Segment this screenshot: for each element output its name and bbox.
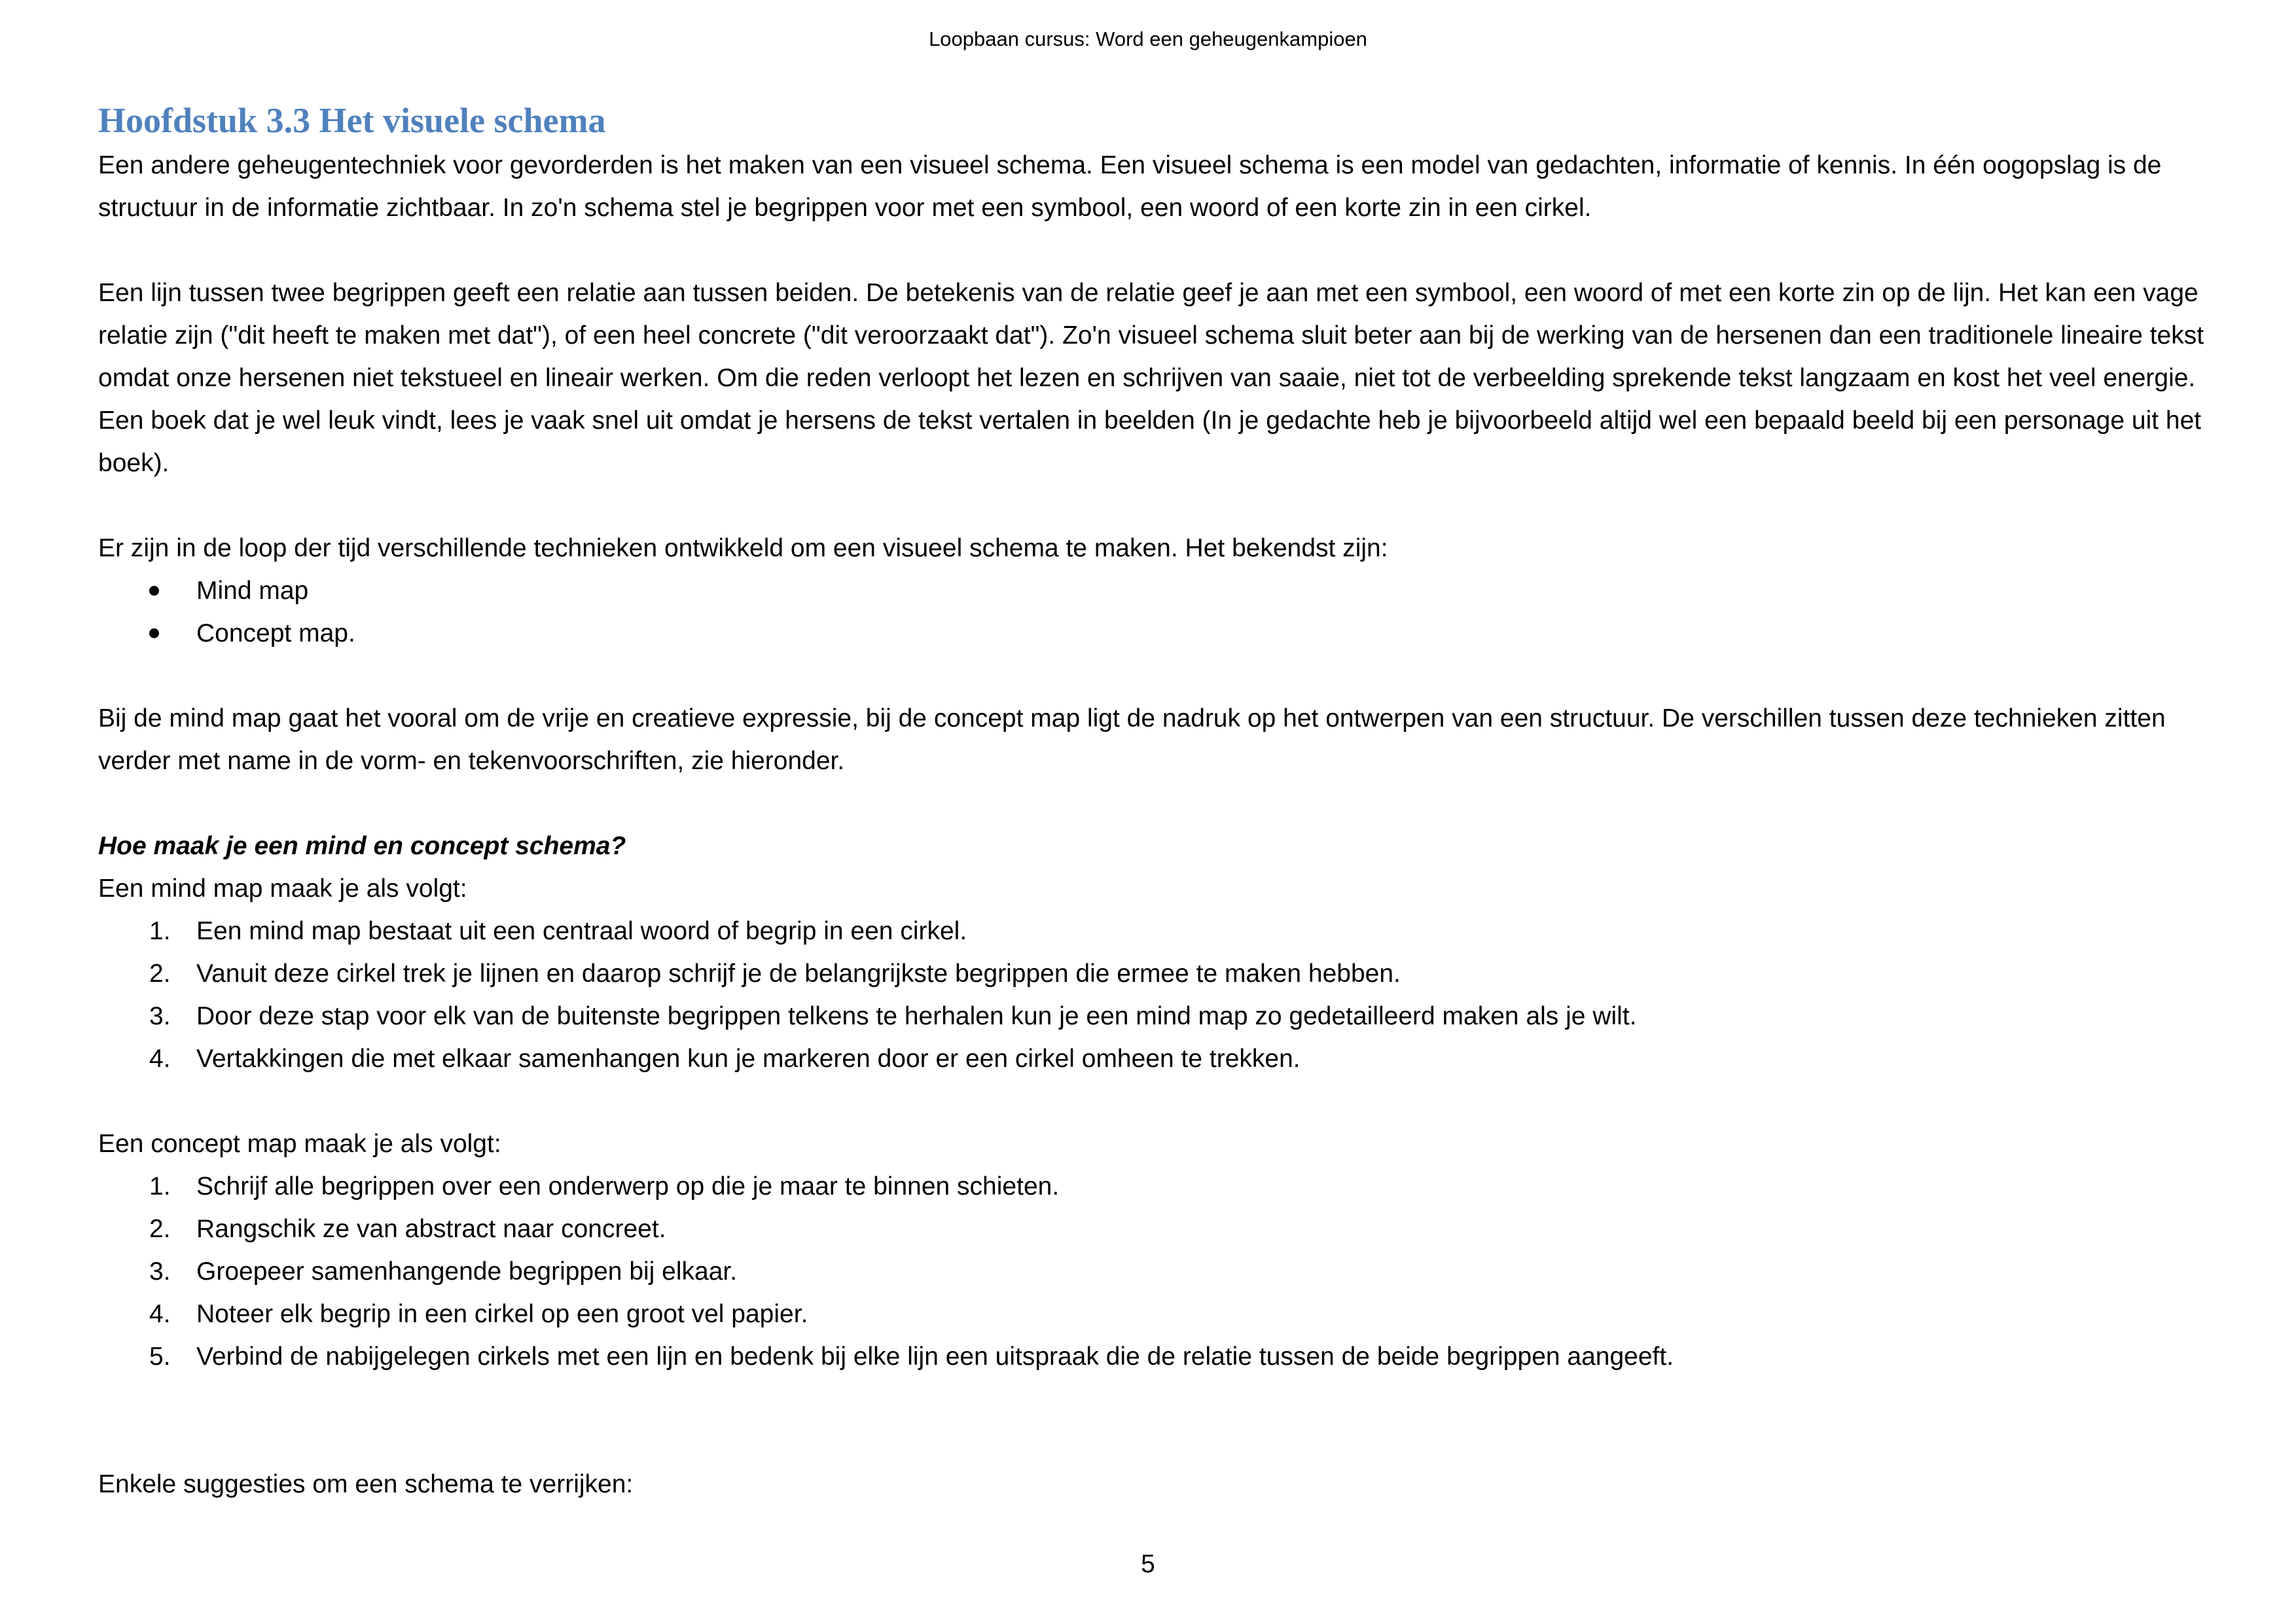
mindmap-steps-list xyxy=(98,910,2212,1080)
conceptmap-intro: Een concept map maak je als volgt: xyxy=(98,1130,501,1158)
list-item xyxy=(98,952,2212,995)
list-item xyxy=(98,569,2212,612)
list-item-text: Mind map xyxy=(196,577,309,605)
running-header: Loopbaan cursus: Word een geheugenkampioen xyxy=(929,27,1367,50)
closing-line: Enkele suggesties om een schema te verrijken: xyxy=(98,1470,634,1498)
list-number: 3. xyxy=(149,1002,171,1030)
list-item-text: Vertakkingen die met elkaar samenhangen kun je markeren door er een cirkel omheen te trekken. xyxy=(196,1045,1300,1073)
techniques-list xyxy=(98,569,2212,655)
list-number: 2. xyxy=(149,960,171,988)
list-number: 3. xyxy=(149,1257,171,1286)
spacer xyxy=(98,229,2212,272)
list-item-text: Noteer elk begrip in een cirkel op een groot vel papier. xyxy=(196,1300,808,1328)
paragraph-relations: Een lijn tussen twee begrippen geeft een relatie aan tussen beiden. De betekenis van de relatie geef je aan met een symbool, een woord of met een korte zin op de lijn. Het kan een vage relatie zijn ("dit heeft te maken met dat"), of een heel concrete ("dit veroorzaakt dat"). Zo'n visueel schema sluit beter aan bij de werking van de hersenen dan een traditionele lineaire tekst omdat onze hersenen niet tekstueel en lineair werken. Om die reden verloopt het lezen en schrijven van saaie, niet tot de verbeelding sprekende tekst langzaam en kost het veel energie. Een boek dat je wel leuk vindt, lees je vaak snel uit omdat je hersens de tekst vertalen in beelden (In je gedachte heb je bijvoorbeeld altijd wel een bepaald beeld bij een personage uit het boek). xyxy=(98,279,2204,477)
list-number: 1. xyxy=(149,1172,171,1200)
list-number: 5. xyxy=(149,1343,171,1371)
list-item xyxy=(98,1250,2212,1293)
list-item xyxy=(98,612,2212,655)
list-number: 4. xyxy=(149,1300,171,1328)
list-number: 2. xyxy=(149,1215,171,1243)
list-item-text: Een mind map bestaat uit een centraal woord of begrip in een cirkel. xyxy=(196,917,967,945)
paragraph-differences: Bij de mind map gaat het vooral om de vrije en creatieve expressie, bij de concept map ligt de nadruk op het ontwerpen van een structuur. De verschillen tussen deze technieken zitten verder met name in de vorm- en tekenvoorschriften, zie hieronder. xyxy=(98,704,2166,775)
spacer xyxy=(98,484,2212,527)
mindmap-intro: Een mind map maak je als volgt: xyxy=(98,875,467,903)
section-subheading: Hoe maak je een mind en concept schema? xyxy=(98,832,626,860)
spacer xyxy=(98,1378,2212,1463)
list-item-text: Door deze stap voor elk van de buitenste begrippen telkens te herhalen kun je een mind map zo gedetailleerd maken als je wilt. xyxy=(196,1002,1637,1030)
page-content xyxy=(98,97,2212,1506)
list-item xyxy=(98,1208,2212,1250)
list-number: 1. xyxy=(149,917,171,945)
list-item xyxy=(98,910,2212,952)
list-item-text: Groepeer samenhangende begrippen bij elkaar. xyxy=(196,1257,738,1286)
list-item xyxy=(98,995,2212,1038)
spacer xyxy=(98,782,2212,825)
page-number: 5 xyxy=(1141,1550,1155,1578)
list-item-text: Schrijf alle begrippen over een onderwerp op die je maar te binnen schieten. xyxy=(196,1172,1060,1200)
list-item xyxy=(98,1165,2212,1208)
spacer xyxy=(98,1080,2212,1123)
paragraph-intro: Een andere geheugentechniek voor gevorderden is het maken van een visueel schema. Een visueel schema is een model van gedachten, informatie of kennis. In één oogopslag is de structuur in de informatie zichtbaar. In zo'n schema stel je begrippen voor met een symbool, een woord of een korte zin in een cirkel. xyxy=(98,151,2162,222)
list-item xyxy=(98,1293,2212,1335)
list-number: 4. xyxy=(149,1045,171,1073)
bullet-icon xyxy=(149,628,159,638)
list-item-text: Verbind de nabijgelegen cirkels met een lijn en bedenk bij elke lijn een uitspraak die de relatie tussen de beide begrippen aangeeft. xyxy=(196,1343,1674,1371)
list-item-text: Concept map. xyxy=(196,619,355,647)
list-item xyxy=(98,1335,2212,1378)
list-item xyxy=(98,1038,2212,1080)
bullet-icon xyxy=(149,586,159,596)
paragraph-techniques-intro: Er zijn in de loop der tijd verschillende technieken ontwikkeld om een visueel schema te maken. Het bekendst zijn: xyxy=(98,534,1388,562)
chapter-title: Hoofdstuk 3.3 Het visuele schema xyxy=(98,101,606,140)
spacer xyxy=(98,655,2212,697)
list-item-text: Rangschik ze van abstract naar concreet. xyxy=(196,1215,666,1243)
list-item-text: Vanuit deze cirkel trek je lijnen en daarop schrijf je de belangrijkste begrippen die ermee te maken hebben. xyxy=(196,960,1401,988)
conceptmap-steps-list xyxy=(98,1165,2212,1378)
